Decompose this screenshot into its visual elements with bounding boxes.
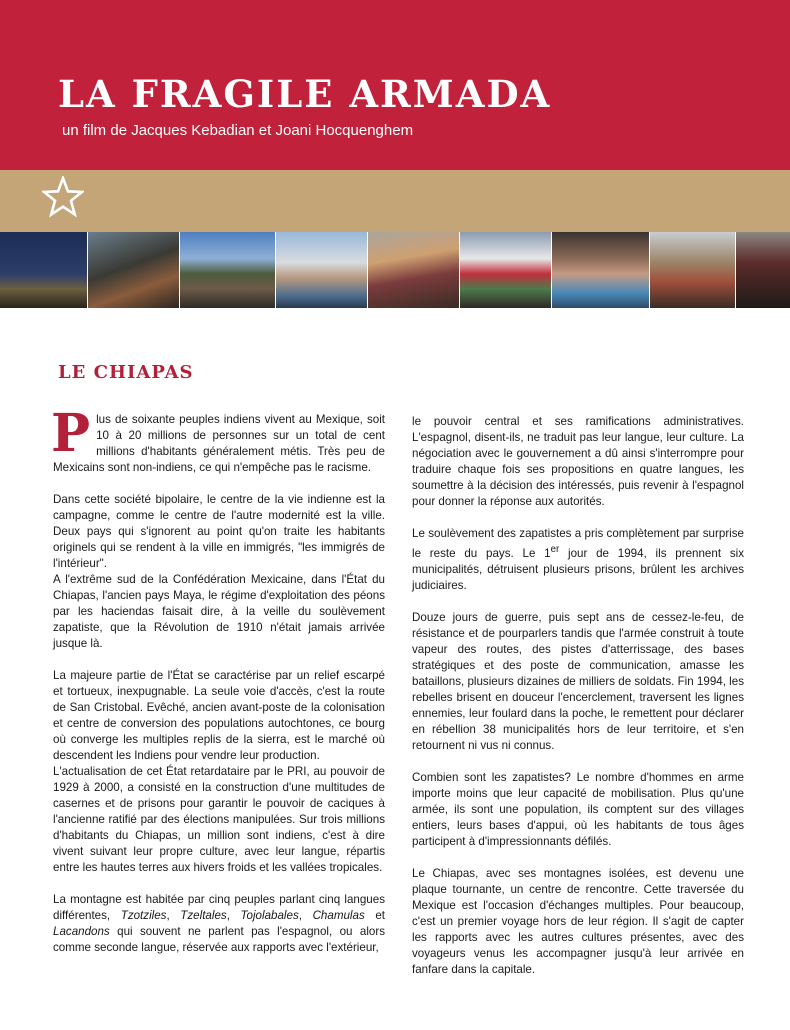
- photo: [460, 232, 552, 308]
- photo-strip: [0, 232, 790, 308]
- page-title: LA FRAGILE ARMADA: [58, 72, 552, 116]
- paragraph: [51, 403, 385, 476]
- tan-band: [0, 170, 790, 232]
- paragraph-text: qui souvent ne parlent pas l'espagnol, ou alors comme seconde langue, réservée aux rapports avec l'extérieur,: [53, 925, 385, 954]
- paragraph-text: Le soulèvement des zapatistes a pris complètement par surprise le reste du pays. Le 1: [412, 527, 744, 560]
- paragraph-text: La montagne est habitée par cinq peuples parlant cinq langues différentes,: [53, 893, 385, 922]
- photo: [552, 232, 650, 308]
- drop-cap: P: [51, 403, 91, 464]
- separator: et: [364, 909, 386, 922]
- people-name: Tzotziles: [120, 909, 167, 922]
- paragraph: Douze jours de guerre, puis sept ans de cessez-le-feu, de résistance et de pourparlers tandis que l'armée construit à toute vapeur des routes, des pistes d'atterrissage, des bases stratégiques et des poste de communication, amasse les bataillons, plusieurs dizaines de milliers de soldats. Fin 1994, les rebelles brisent en douceur l'encerclement, traversent les lignes ennemies, leur foulard dans la poche, le remettent pour déclarer en rébellion 38 municipalités hors de leur territoire, et s'en retournent ni vus ni connus.: [412, 610, 744, 752]
- paragraph: [412, 526, 744, 594]
- photo: [736, 232, 790, 308]
- photo: [368, 232, 460, 308]
- paragraph: A l'extrême sud de la Confédération Mexicaine, dans l'État du Chiapas, l'ancien pays Maya, le régime d'exploitation des péons par les haciendas faisait dire, à la veille du soulèvement zapatiste, que la Révolution de 1910 n'était jamais arrivée jusque là.: [53, 573, 385, 650]
- people-name: Tzeltales: [180, 909, 227, 922]
- article-column-right: [412, 414, 744, 978]
- star-outline-icon: [42, 176, 84, 218]
- people-name: Lacandons: [53, 925, 110, 938]
- photo: [88, 232, 180, 308]
- separator: ,: [298, 909, 313, 922]
- people-name: Tojolabales: [240, 909, 299, 922]
- article-column-left: [51, 403, 386, 956]
- page-subtitle: un film de Jacques Kebadian et Joani Hocquenghem: [62, 122, 414, 139]
- photo: [180, 232, 276, 308]
- people-name: Chamulas: [312, 909, 365, 922]
- photo: [0, 232, 88, 308]
- separator: ,: [166, 909, 181, 922]
- paragraph-text: lus de soixante peuples indiens vivent au Mexique, soit 10 à 20 millions de personnes sur un total de cent millions d'habitants généralement métis. Très peu de Mexicains sont non-indiens, ce qui n'empêche pas le racisme.: [53, 413, 385, 474]
- photo: [276, 232, 368, 308]
- paragraph: [53, 892, 385, 956]
- paragraph: le pouvoir central et ses ramifications administratives. L'espagnol, disent-ils, ne traduit pas leur langue, leur culture. La négociation avec le gouvernement a dû ainsi s'interrompre pour traduire chaque fois ses propositions en quatre langues, les soumettre à la décision des intéressés, puis revenir à l'espagnol pour donner la réponse aux autorités.: [412, 415, 744, 508]
- superscript: er: [550, 544, 560, 555]
- paragraph: Dans cette société bipolaire, le centre de la vie indienne est la campagne, comme le centre de l'autre modernité est la ville. Deux pays qui s'ignorent au point qu'on traite les habitants originels qui se rendent à la ville en immigrés, "les immigrés de l'intérieur".: [53, 493, 385, 570]
- photo: [650, 232, 736, 308]
- paragraph: L'actualisation de cet État retardataire par le PRI, au pouvoir de 1929 à 2000, a consisté en la construction d'une multitudes de casernes et de prisons pour garantir le pouvoir de caciques à l'ancienne ratifié par des élections manipulées. Sur trois millions d'habitants du Chiapas, un million sont indiens, c'est à dire vivent suivant leur propre culture, avec leur langue, répartis entre les hautes terres aux hivers froids et les vallées tropicales.: [53, 765, 385, 874]
- section-title: LE CHIAPAS: [58, 362, 194, 383]
- paragraph: Le Chiapas, avec ses montagnes isolées, est devenu une plaque tournante, un centre de rencontre. Cette traversée du Mexique est l'occasion d'échanges multiples. Pour beaucoup, c'est un premier voyage hors de leur région. Il s'agit de capter les rapports avec les autres cultures présentes, avec des voyageurs venus les accompagner jusqu'à leur arrivée en fanfare dans la capitale.: [412, 866, 744, 976]
- paragraph: La majeure partie de l'État se caractérise par un relief escarpé et tortueux, inexpugnable. La seule voie d'accès, c'est la route de San Cristobal. Evêché, ancien avant-poste de la colonisation et centre de conversion des populations autochtones, ce bourg où converge les multiples replis de la sierra, est le marché où descendent les Indiens pour vendre leur production.: [53, 669, 385, 762]
- paragraph-text: jour de 1994, ils prennent six municipalités, détruisent plusieurs prisons, brûlent les archives judiciaires.: [412, 546, 744, 592]
- separator: ,: [226, 909, 241, 922]
- paragraph: Combien sont les zapatistes? Le nombre d'hommes en arme importe moins que leur capacité de mobilisation. Plus qu'une armée, ils sont une population, ils comptent sur des villages entiers, leurs bases d'appui, où les habitants de tous âges participent à d'impressionnants défilés.: [412, 770, 744, 848]
